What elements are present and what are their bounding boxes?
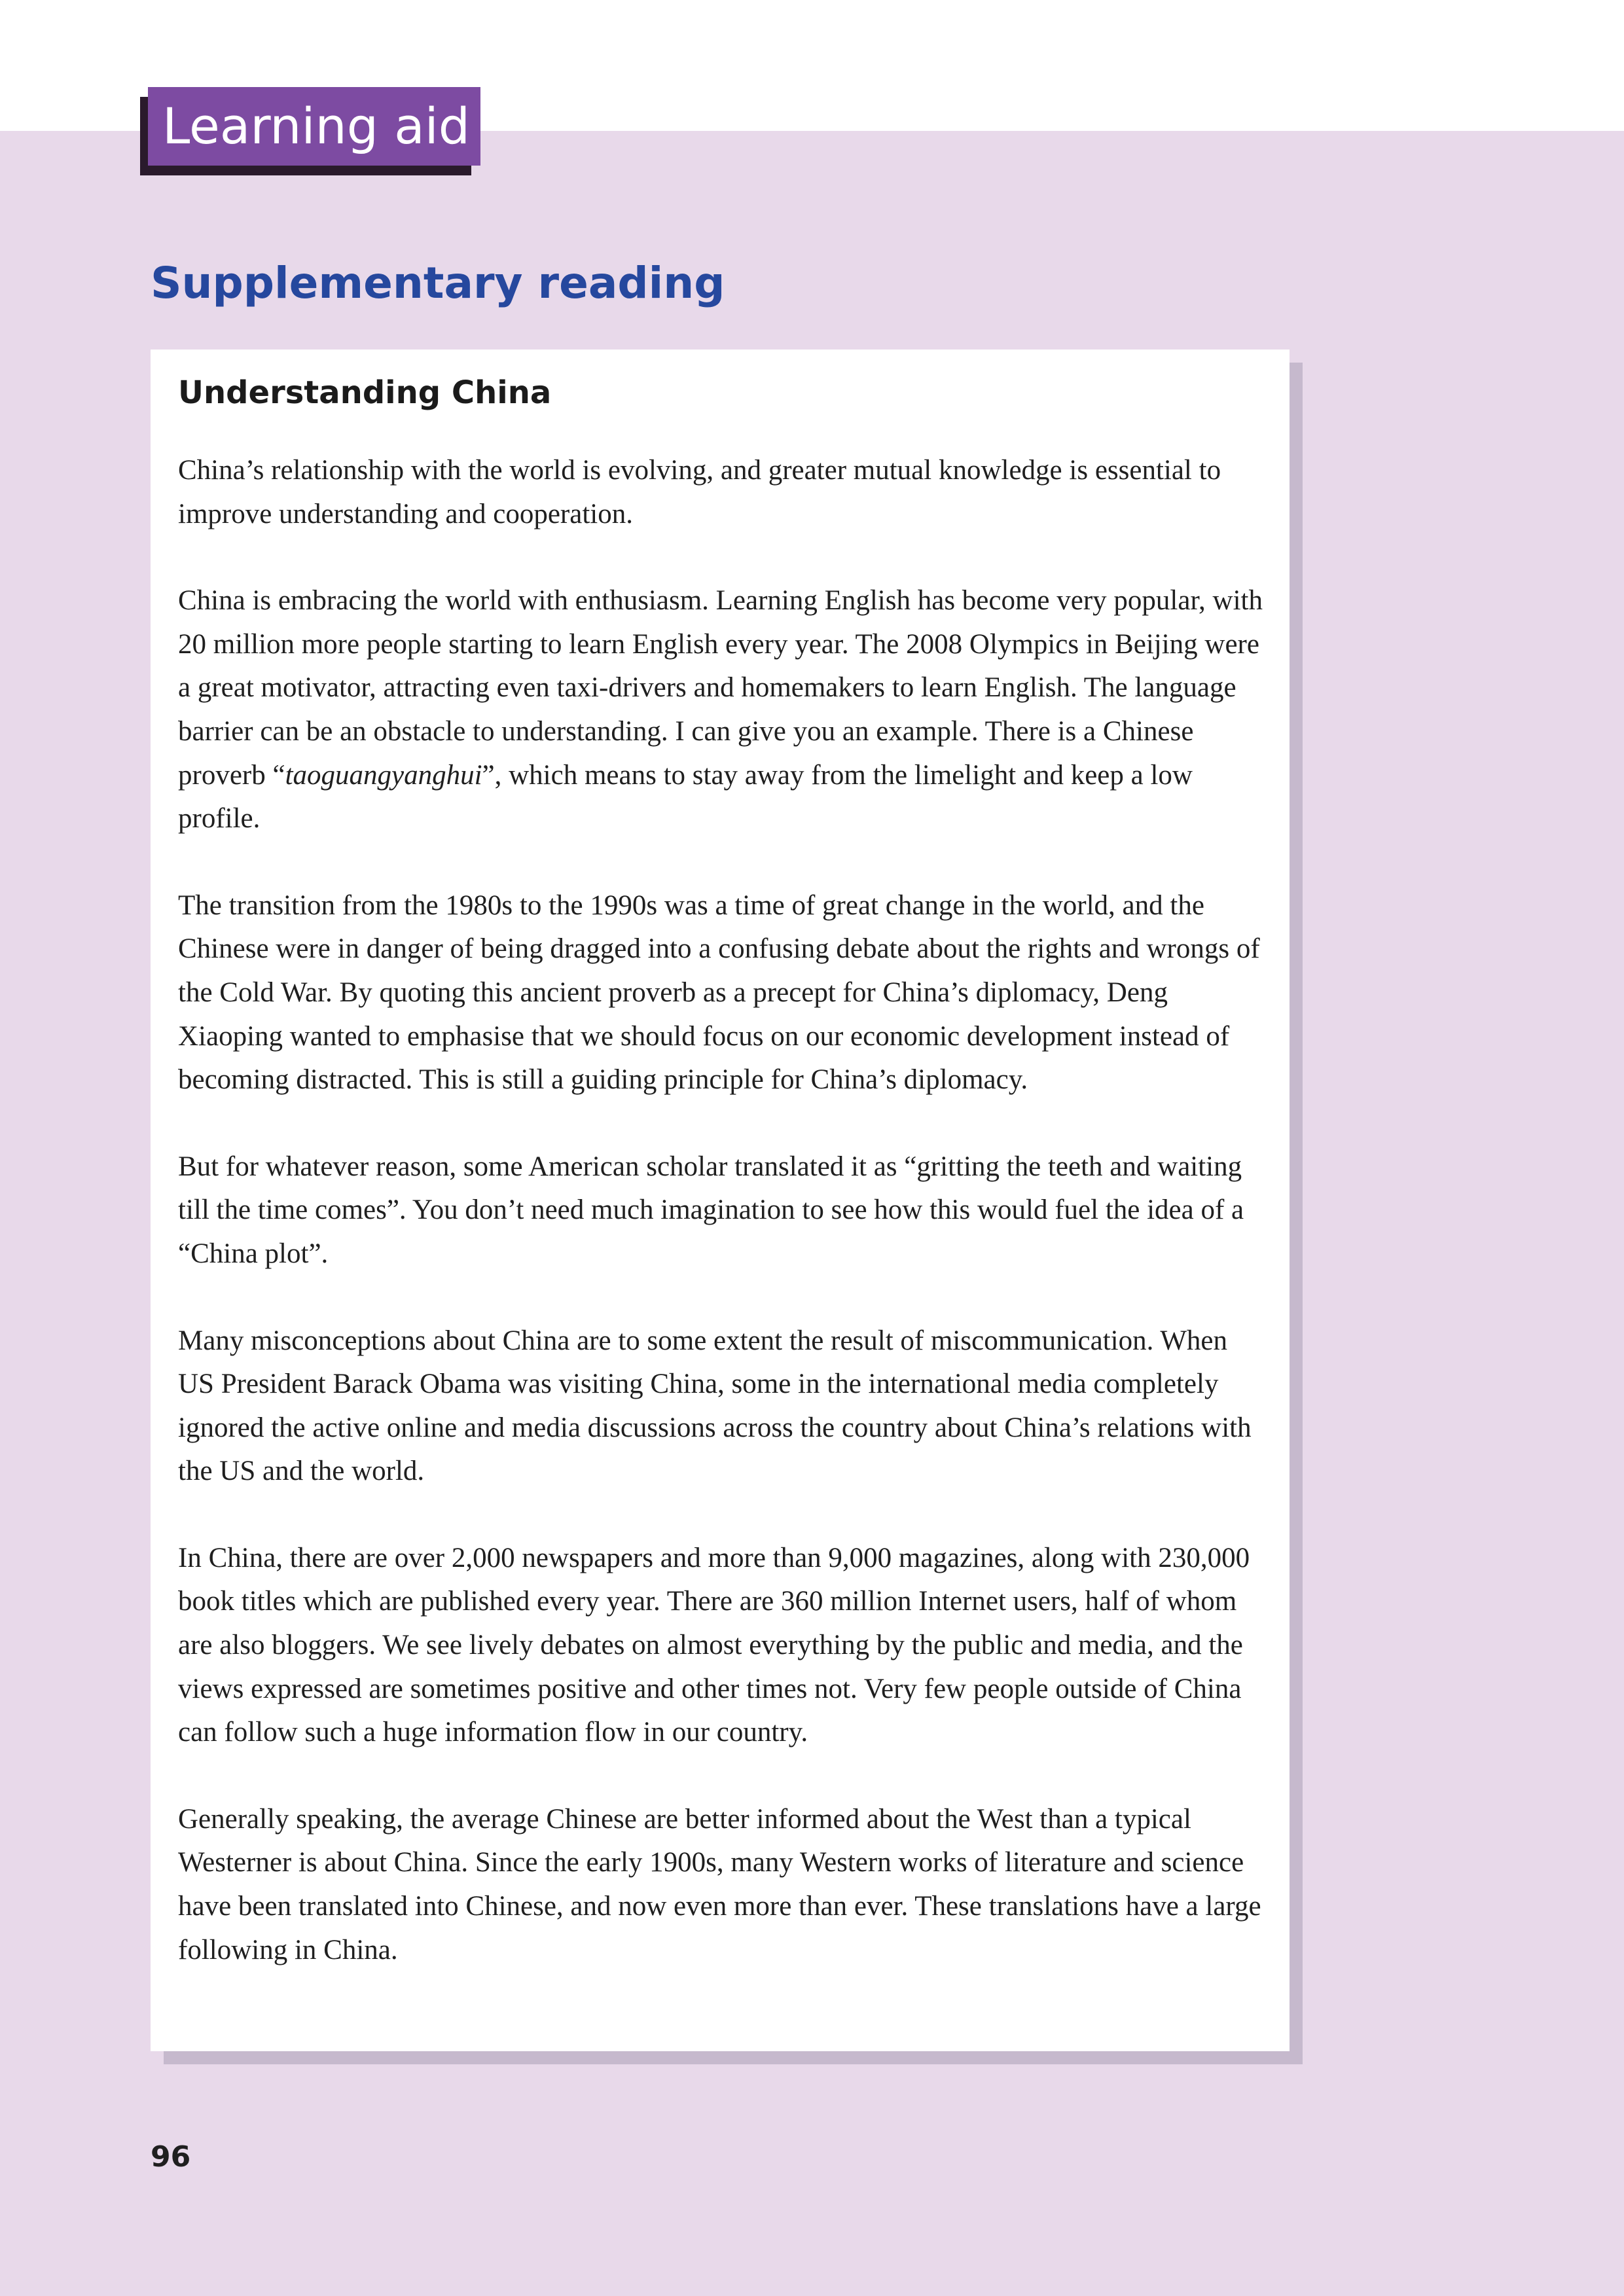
section-heading: Supplementary reading <box>151 258 725 308</box>
page-number: 96 <box>151 2140 191 2174</box>
article-paragraph-4: But for whatever reason, some American scholar translated it as “gritting the teeth and waiting till the time comes”. You don’t need much imagination to see how this would fuel the idea of a “China plot”. <box>178 1151 1244 1269</box>
article-paragraph-6: In China, there are over 2,000 newspapers and more than 9,000 magazines, along with 230,000 book titles which are published every year. There are 360 million Internet users, half of whom are also bloggers. We see lively debates on almost everything by the public and media, and the views expressed are sometimes positive and other times not. Very few people outside of China can follow such a huge information flow in our country. <box>178 1542 1250 1748</box>
learning-aid-badge: Learning aid <box>148 87 480 166</box>
paragraph-2-text-before: China is embracing the world with enthusiasm. Learning English has become very popular, with 20 million more people starting to learn English every year. The 2008 Olympics in Beijing were a great motivator, attracting even taxi-drivers and homemakers to learn English. The language barrier can be an obstacle to understanding. I can give you an example. There is a Chinese proverb “ <box>178 585 1263 791</box>
article-paragraph-7: Generally speaking, the average Chinese are better informed about the West than a typical Westerner is about China. Since the early 1900s, many Western works of literature and science have been translated into Chinese, and now even more than ever. These translations have a large following in China. <box>178 1803 1261 1965</box>
reading-card <box>151 350 1290 2051</box>
article-title: Understanding China <box>178 374 552 411</box>
paragraph-2-text-after: ”, which means to stay away from the limelight and keep a low profile. <box>178 759 1193 834</box>
article-paragraph-3: The transition from the 1980s to the 1990s was a time of great change in the world, and the Chinese were in danger of being dragged into a confusing debate about the rights and wrongs of the Cold War. By quoting this ancient proverb as a precept for China’s diplomacy, Deng Xiaoping wanted to emphasise that we should focus on our economic development instead of becoming distracted. This is still a guiding principle for China’s diplomacy. <box>178 889 1260 1096</box>
article-paragraph-1: China’s relationship with the world is evolving, and greater mutual knowledge is essential to improve understanding and cooperation. <box>178 455 1221 529</box>
article-paragraph-5: Many misconceptions about China are to some extent the result of miscommunication. When US President Barack Obama was visiting China, some in the international media completely ignored the active online and media discussions across the country about China’s relations with the US and the world. <box>178 1325 1252 1487</box>
proverb-term: taoguangyanghui <box>285 759 482 791</box>
article-paragraph-2 <box>178 579 1263 841</box>
